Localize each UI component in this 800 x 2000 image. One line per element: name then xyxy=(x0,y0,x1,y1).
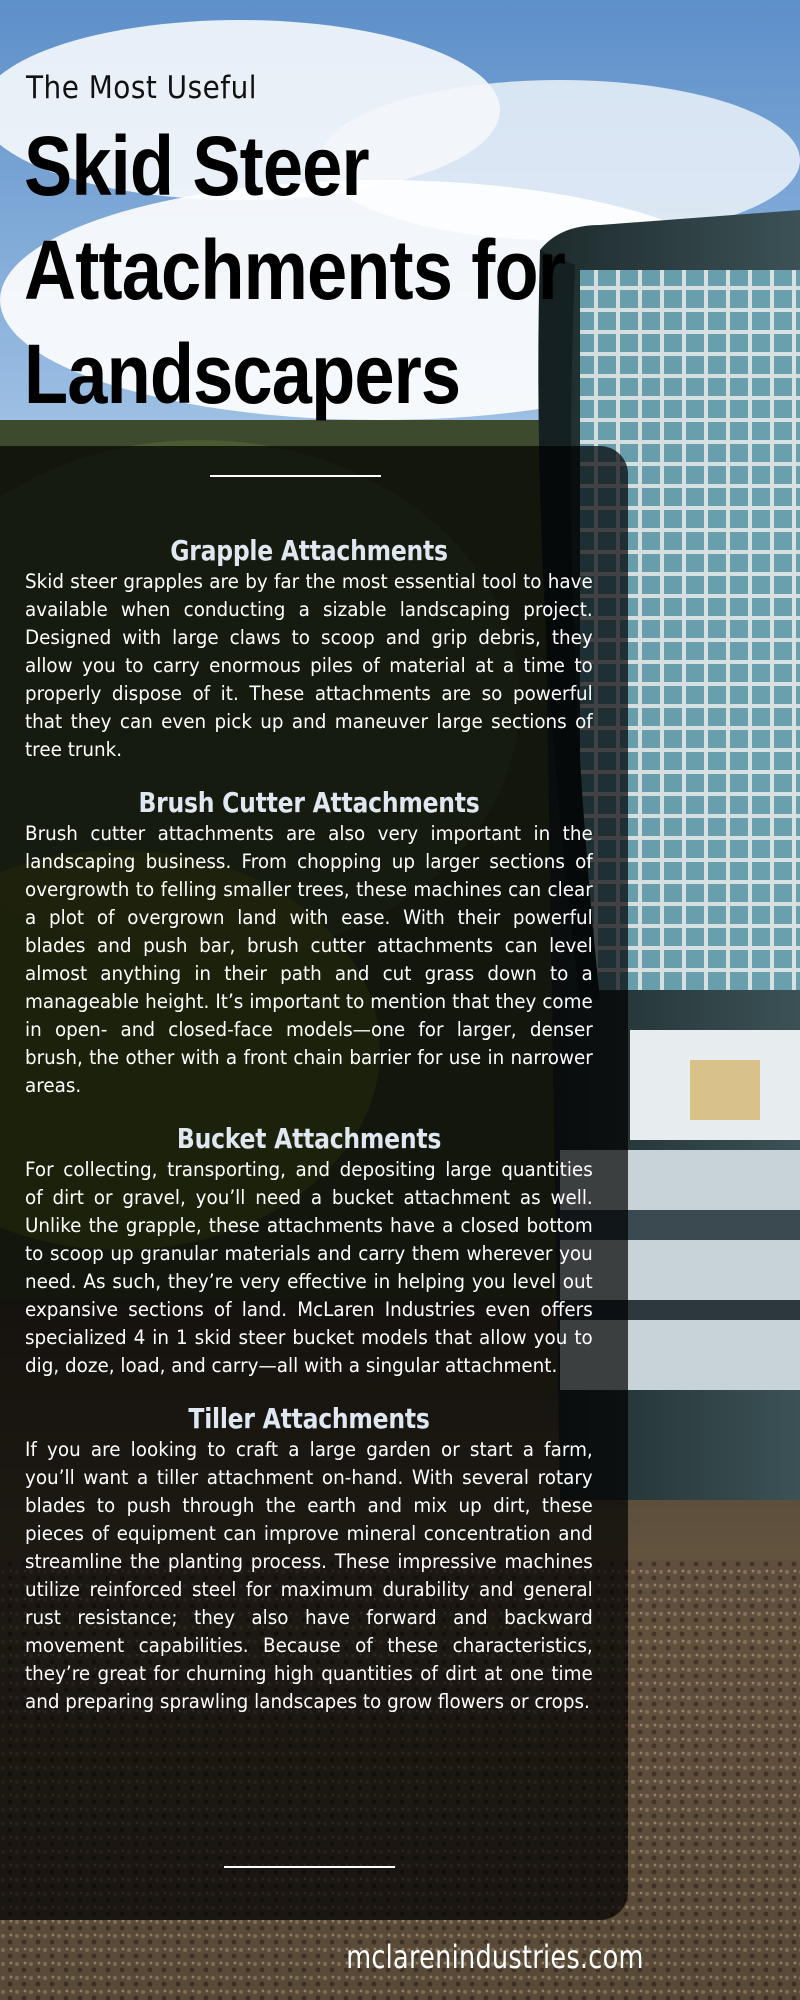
page-header xyxy=(24,70,624,426)
bottom-divider xyxy=(224,1866,395,1868)
section-tiller xyxy=(25,1402,593,1716)
section-heading: Tiller Attachments xyxy=(188,1402,430,1435)
content-sections xyxy=(25,534,593,1738)
top-divider xyxy=(210,475,381,477)
section-body: Brush cutter attachments are also very important in the landscaping business. From chopping up larger sections of overgrowth to felling smaller trees, these machines can clear a plot of overgrown land with ease. With their powerful blades and push bar, brush cutter attachments can level almost anything in their path and cut grass down to a manageable height. It’s important to mention that they come in open- and closed-face models—one for larger, denser brush, the other with a front chain barrier for use in narrower areas. xyxy=(25,822,593,1097)
section-body: If you are looking to craft a large garden or start a farm, you’ll want a tiller attachment on-hand. With several rotary blades to push through the earth and mix up dirt, these pieces of equipment can improve mineral concentration and streamline the planting process. These impressive machines utilize reinforced steel for maximum durability and general rust resistance; they also have forward and backward movement capabilities. Because of these characteristics, they’re great for churning high quantities of dirt at one time and preparing sprawling landscapes to grow flowers or crops. xyxy=(25,1438,593,1713)
section-brush-cutter xyxy=(25,786,593,1100)
page-title: Skid Steer Attachments for Landscapers xyxy=(24,119,566,421)
section-heading: Bucket Attachments xyxy=(176,1122,442,1155)
page-subtitle: The Most Useful xyxy=(26,70,258,106)
website-link[interactable]: mclarenindustries.com xyxy=(346,1938,644,1976)
section-bucket xyxy=(25,1122,593,1380)
section-grapple xyxy=(25,534,593,764)
section-heading: Grapple Attachments xyxy=(170,534,448,567)
section-body: Skid steer grapples are by far the most essential tool to have available when conducting a sizable landscaping project. Designed with large claws to scoop and grip debris, they allow you to carry enormous piles of material at a time to properly dispose of it. These attachments are so powerful that they can even pick up and maneuver large sections of tree trunk. xyxy=(25,570,593,761)
footer xyxy=(0,1938,800,1976)
section-heading: Brush Cutter Attachments xyxy=(138,786,480,819)
section-body: For collecting, transporting, and depositing large quantities of dirt or gravel, you’ll need a bucket attachment as well. Unlike the grapple, these attachments have a closed bottom to scoop up granular materials and carry them wherever you need. As such, they’re very effective in helping you level out expansive sections of land. McLaren Industries even offers specialized 4 in 1 skid steer bucket models that allow you to dig, doze, load, and carry—all with a singular attachment. xyxy=(25,1158,593,1377)
